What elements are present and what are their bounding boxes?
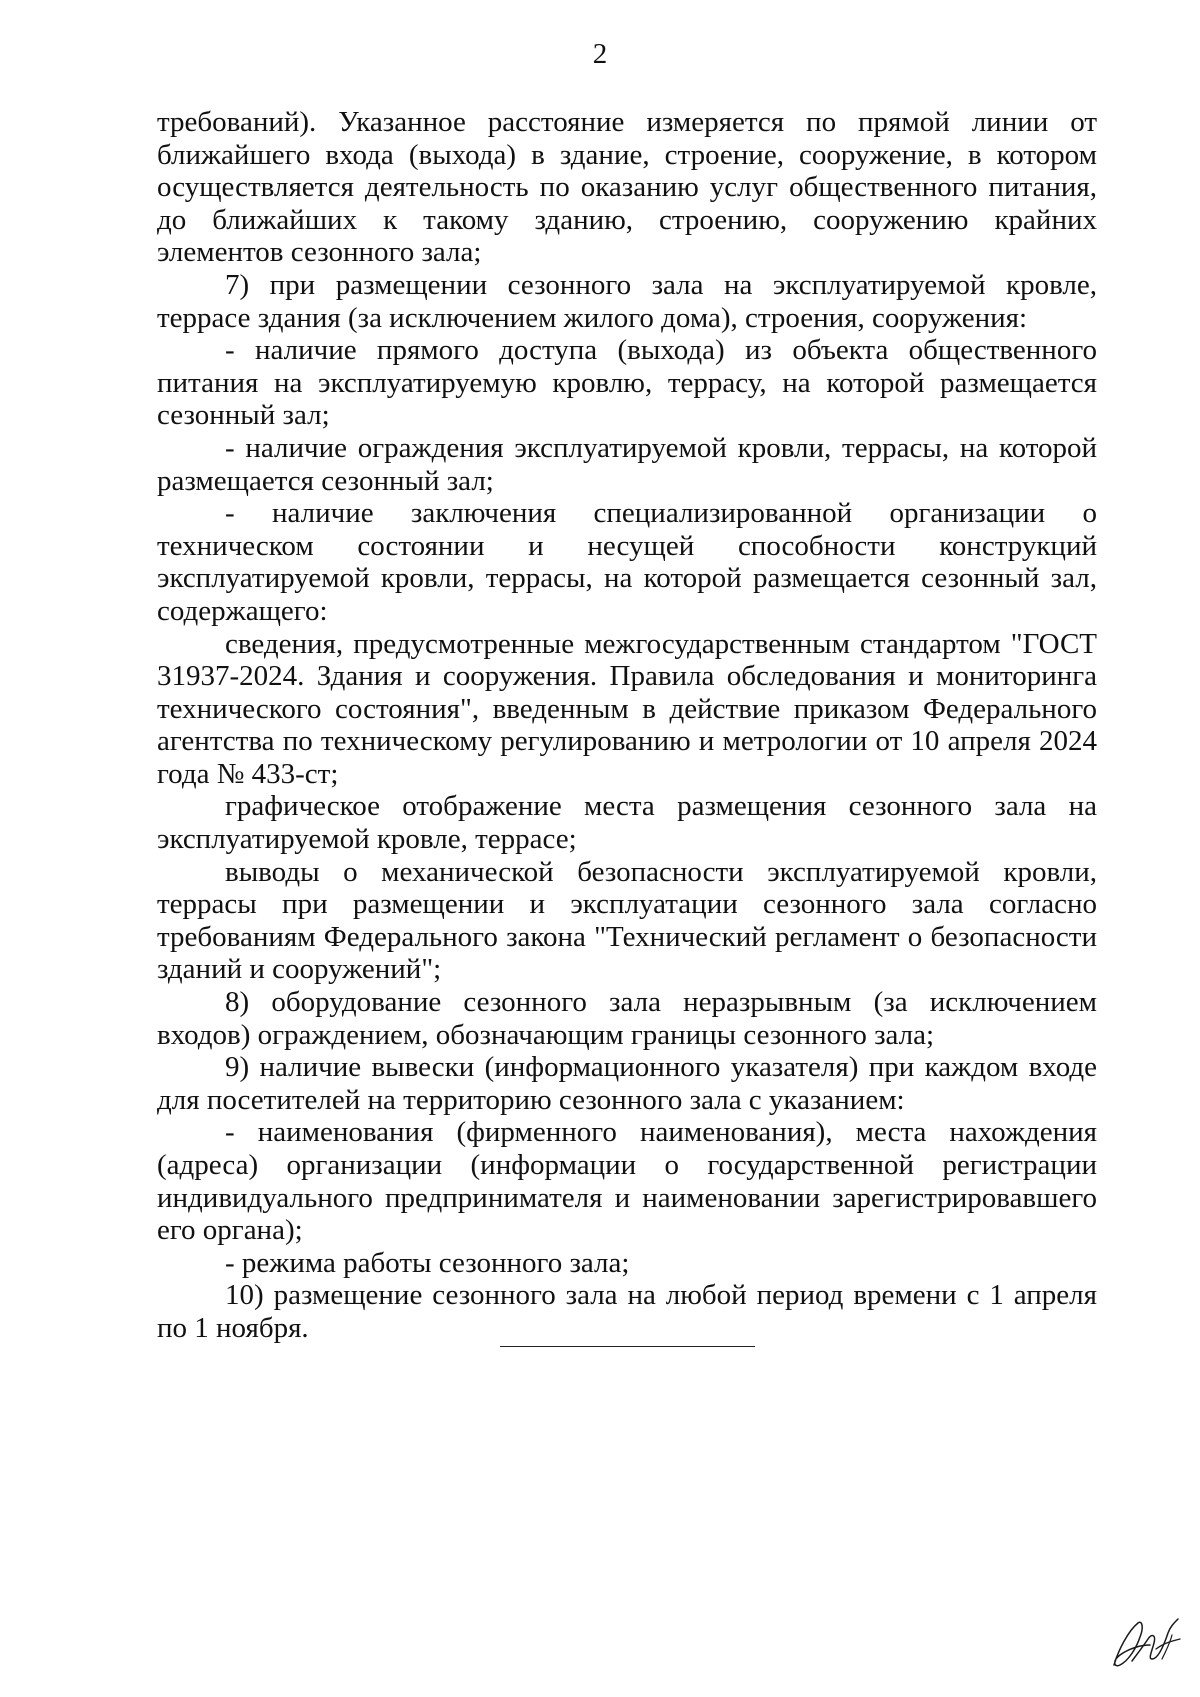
signature-icon	[1108, 1615, 1184, 1673]
paragraph-working-hours: - режима работы сезонного зала;	[225, 1246, 630, 1279]
paragraph-item-10: 10) размещение сезонного зала на любой период времени с 1 апреля по 1 ноября.	[157, 1279, 1097, 1344]
paragraph-graphic-display: графическое отображение места размещения сезонного зала на эксплуатируемой кровле, террасе;	[157, 790, 1097, 856]
paragraph-safety-conclusions: выводы о механической безопасности эксплуатируемой кровли, террасы при размещении и эксплуатации сезонного зала согласно требованиям Федерального закона "Технический регламент о безопасности зданий и сооружений";	[157, 855, 1097, 986]
paragraph-item-9: 9) наличие вывески (информационного указателя) при каждом входе для посетителей на территорию сезонного зала с указанием:	[157, 1051, 1097, 1116]
page-number: 2	[592, 38, 608, 70]
document-body	[157, 106, 1097, 1345]
paragraph-item-7: 7) при размещении сезонного зала на эксплуатируемой кровле, террасе здания (за исключением жилого дома), строения, сооружения:	[157, 268, 1097, 334]
paragraph-expert-conclusion: - наличие заключения специализированной организации о техническом состоянии и несущей способности конструкций эксплуатируемой кровли, террасы, на которой размещается сезонный зал, содержащего:	[157, 497, 1097, 627]
paragraph-roof-fencing: - наличие ограждения эксплуатируемой кровли, террасы, на которой размещается сезонный зал;	[157, 431, 1097, 497]
paragraph-continuation: требований). Указанное расстояние измеряется по прямой линии от ближайшего входа (выхода) в здание, строение, сооружение, в котором осуществляется деятельность по оказанию услуг общественного питания, до ближайших к такому зданию, строению, сооружению крайних элементов сезонного зала;	[157, 106, 1097, 269]
paragraph-item-8: 8) оборудование сезонного зала неразрывным (за исключением входов) ограждением, обозначающим границы сезонного зала;	[157, 986, 1097, 1051]
paragraph-organization-name: - наименования (фирменного наименования), места нахождения (адреса) организации (информации о государственной регистрации индивидуального предпринимателя и наименовании зарегистрировавшего его органа);	[157, 1116, 1097, 1247]
paragraph-direct-access: - наличие прямого доступа (выхода) из объекта общественного питания на эксплуатируемую кровлю, террасу, на которой размещается сезонный зал;	[157, 334, 1097, 432]
end-of-document-rule	[500, 1346, 755, 1347]
paragraph-gost-info: сведения, предусмотренные межгосударственным стандартом "ГОСТ 31937-2024. Здания и сооружения. Правила обследования и мониторинга технического состояния", введенным в действие приказом Федерального агентства по техническому регулированию и метрологии от 10 апреля 2024 года № 433-ст;	[157, 627, 1097, 790]
